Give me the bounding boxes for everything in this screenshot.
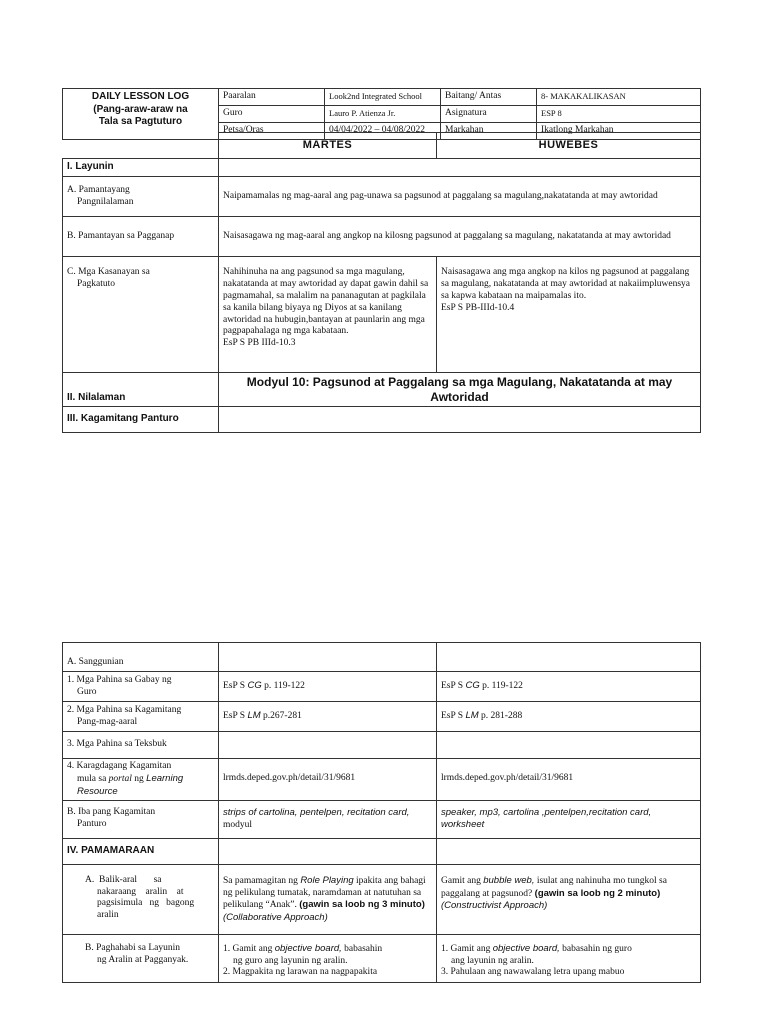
label-pamantayan-pagganap: B. Pamantayan sa Pagganap: [63, 217, 219, 257]
label-gabay-guro: [63, 672, 219, 702]
balik-martes-a: Sa pamamagitan ng: [223, 875, 298, 886]
lesson-log-page2-table: [62, 642, 701, 983]
kagamitang-martes-pages: p.267-281: [263, 711, 302, 722]
lesson-log-main-table: [62, 132, 701, 433]
karagdagan-martes: lrmds.deped.gov.ph/detail/31/9681: [219, 759, 437, 801]
label-balik-line1: A. Balik-aral sa: [85, 874, 162, 885]
gabay-huwebes-pages: p. 119-122: [482, 681, 523, 692]
balik-martes: [219, 864, 437, 934]
balik-martes-time: (gawin sa loob ng 3 minuto): [299, 899, 425, 911]
label-pamantayang-line1: A. Pamantayang: [67, 184, 130, 195]
section-nilalaman: II. Nilalaman: [63, 373, 219, 407]
gabay-martes: [219, 672, 437, 702]
kasanayan-huwebes-code: EsP S PB-IIId-10.4: [441, 302, 515, 313]
paghahabi-martes-b: babasahin: [344, 943, 383, 954]
section-kagamitang-panturo: III. Kagamitang Panturo: [63, 407, 219, 433]
label-petsa: Petsa/Oras: [219, 122, 325, 139]
paghahabi-huwebes-line2: ang layunin ng aralin.: [451, 955, 534, 966]
balik-huwebes-approach: (Constructivist Approach): [441, 900, 548, 912]
kasanayan-martes: [219, 257, 437, 373]
value-guro: Lauro P. Atienza Jr.: [325, 105, 441, 122]
iba-martes-modyul: modyul: [223, 819, 253, 830]
gabay-huwebes-cg: CG: [465, 680, 480, 692]
pamamaraan-martes: [219, 838, 437, 864]
label-balik-line2: nakaraang aralin at: [97, 886, 184, 897]
label-paghahabi-line1: B. Paghahabi sa Layunin: [85, 942, 180, 953]
kagamitang-empty: [219, 407, 701, 433]
kagamitang-huwebes: [437, 702, 701, 732]
dll-title-line2: (Pang-araw-araw na: [93, 103, 188, 115]
teksbuk-martes: [219, 732, 437, 759]
gabay-huwebes: [437, 672, 701, 702]
iba-martes-items: strips of cartolina, pentelpen, recitation card,: [223, 806, 410, 818]
iba-huwebes: speaker, mp3, cartolina ,pentelpen,recitation card, worksheet: [437, 800, 701, 838]
label-asignatura: Asignatura: [441, 105, 537, 122]
karagdagan-huwebes: lrmds.deped.gov.ph/detail/31/9681: [437, 759, 701, 801]
dll-title-line3: Tala sa Pagtuturo: [98, 116, 183, 127]
label-gabay-line2: Guro: [77, 686, 97, 697]
paghahabi-huwebes-board: objective board,: [492, 942, 560, 954]
label-karagdagan-line2: [67, 773, 214, 786]
kasanayan-huwebes-text: Naisasagawa ang mga angkop na kilos ng pagsunod at paggalang sa magulang, nakatatanda at may awtoridad at nakaiimpluwensya sa kapwa kabataan na maipamalas ito.: [441, 267, 691, 301]
label-iba-line1: B. Iba pang Kagamitan: [67, 807, 156, 818]
label-sanggunian: A. Sanggunian: [63, 643, 219, 672]
label-kagamitang-mag-aaral: [63, 702, 219, 732]
kasanayan-martes-text: Nahihinuha na ang pagsunod sa mga magulang, nakatatanda at may awtoridad ay dapat gawin dahil sa pagmamahal, sa malalim na pananagutan at pagkilala sa kanila bilang biyaya ng Diyos at sa kanilang awtoridad na hubugin,bantayan at paunlarin ang mga pagpapahalaga ng mga kabataan.: [223, 267, 429, 337]
paghahabi-martes-line3: 2. Magpakita ng larawan na nagpapakita: [223, 967, 378, 978]
value-markahan: Ikatlong Markahan: [537, 122, 701, 139]
paghahabi-huwebes: [437, 934, 701, 982]
teksbuk-huwebes: [437, 732, 701, 759]
gabay-huwebes-a: EsP S: [441, 681, 464, 692]
paghahabi-huwebes-line1: [441, 943, 696, 956]
label-karagdagan-mula: mula sa: [77, 773, 107, 784]
balik-huwebes-a: Gamit ang: [441, 875, 481, 886]
kagamitang-martes-a: EsP S: [223, 711, 246, 722]
day-header-martes: MARTES: [219, 133, 437, 159]
paghahabi-huwebes-a: 1. Gamit ang: [441, 943, 491, 954]
label-kagamitang-line1: 2. Mga Pahina sa Kagamitang: [67, 704, 182, 715]
sanggunian-huwebes: [437, 643, 701, 672]
value-petsa: 04/04/2022 – 04/08/2022: [325, 122, 441, 139]
label-kasanayan-line2: Pagkatuto: [77, 278, 115, 289]
layunin-empty: [219, 159, 701, 177]
pamantayang-text: Naipamamalas ng mag-aaral ang pag-unawa sa pagsunod at paggalang sa magulang,nakatatanda at may awtoridad: [219, 177, 701, 217]
pamamaraan-huwebes: [437, 838, 701, 864]
label-karagdagan-portal: portal: [108, 773, 132, 784]
label-karagdagan-learning: Learning: [146, 772, 184, 784]
value-paaralan: Look2nd Integrated School: [325, 89, 441, 106]
paghahabi-martes-a: 1. Gamit ang: [223, 943, 273, 954]
label-pamantayang-pangnilalaman: [63, 177, 219, 217]
label-balik-line4: aralin: [97, 910, 119, 921]
label-kasanayan-line1: C. Mga Kasanayan sa: [67, 267, 150, 277]
value-baitang: 8- MAKAKALIKASAN: [537, 89, 701, 106]
value-asignatura: ESP 8: [537, 105, 701, 122]
label-karagdagan-ng: ng: [134, 773, 144, 784]
label-karagdagang-kagamitan: [63, 759, 219, 801]
label-pamantayang-line2: Pangnilalaman: [77, 196, 134, 207]
pagganap-text: Naisasagawa ng mag-aaral ang angkop na kilosng pagsunod at paggalang sa magulang, nakatatanda at may awtoridad: [219, 217, 701, 257]
label-paaralan: Paaralan: [219, 89, 325, 106]
balik-martes-b: ipakita ang bahagi ng pelikulang tumatak, naramdaman at natutuhan sa pelikulang “Anak”.: [223, 875, 426, 911]
label-iba-line2: Panturo: [77, 819, 107, 830]
label-teksbuk: 3. Mga Pahina sa Teksbuk: [63, 732, 219, 759]
modul-title-line2: Awtoridad: [430, 389, 489, 404]
gabay-martes-pages: p. 119-122: [264, 681, 305, 692]
gabay-martes-cg: CG: [247, 680, 262, 692]
balik-huwebes-time: (gawin sa loob ng 2 minuto): [534, 887, 661, 899]
kasanayan-huwebes: [437, 257, 701, 373]
dll-title-line1: DAILY LESSON LOG: [91, 91, 190, 102]
label-balik-aral: [63, 864, 219, 934]
balik-huwebes: [437, 864, 701, 934]
label-markahan: Markahan: [441, 122, 537, 139]
paghahabi-huwebes-b: babasahin ng guro: [562, 943, 632, 954]
kagamitang-huwebes-pages: p. 281-288: [481, 711, 523, 722]
label-iba-pang-kagamitan: [63, 800, 219, 838]
label-guro: Guro: [219, 105, 325, 122]
balik-martes-role: Role Playing: [300, 874, 354, 886]
modul-title-line1: Modyul 10: Pagsunod at Paggalang sa mga Magulang, Nakatatanda at may: [246, 375, 673, 390]
label-kagamitang-line2: Pang-mag-aaral: [77, 716, 138, 727]
kagamitang-huwebes-a: EsP S: [441, 711, 464, 722]
sanggunian-martes: [219, 643, 437, 672]
kagamitang-martes: [219, 702, 437, 732]
label-baitang: Baitang/ Antas: [441, 89, 537, 106]
paghahabi-martes-line1: [223, 943, 432, 956]
label-karagdagan-line1: 4. Karagdagang Kagamitan: [67, 761, 172, 771]
section-layunin: I. Layunin: [63, 159, 219, 177]
iba-martes: [219, 800, 437, 838]
balik-huwebes-b: isulat ang nahinuha mo tungkol sa paggalang at pagsunod?: [441, 875, 667, 899]
paghahabi-martes-line2: ng guro ang layunin ng aralin.: [233, 955, 348, 966]
day-header-huwebes: HUWEBES: [437, 133, 701, 159]
label-paghahabi: [63, 934, 219, 982]
label-paghahabi-line2: ng Aralin at Pagganyak.: [97, 954, 189, 965]
paghahabi-huwebes-line3: 3. Pahulaan ang nawawalang letra upang mabuo: [441, 967, 625, 978]
modul-title: [219, 373, 701, 407]
label-balik-line3: pagsisimula ng bagong: [97, 898, 195, 909]
gabay-martes-a: EsP S: [223, 681, 246, 692]
kagamitang-huwebes-lm: LM: [465, 710, 479, 722]
paghahabi-martes-board: objective board,: [274, 942, 342, 954]
kasanayan-martes-code: EsP S PB IIId-10.3: [223, 338, 296, 349]
balik-martes-approach: (Collaborative Approach): [223, 912, 328, 924]
section-pamamaraan: IV. PAMAMARAAN: [63, 838, 219, 864]
blank-corner: [63, 133, 219, 159]
label-kasanayan: [63, 257, 219, 373]
paghahabi-martes: [219, 934, 437, 982]
kagamitang-martes-lm: LM: [247, 710, 261, 722]
label-karagdagan-resource: Resource: [77, 785, 118, 797]
label-gabay-line1: 1. Mga Pahina sa Gabay ng: [67, 674, 172, 685]
balik-huwebes-bubble: bubble web,: [483, 874, 535, 886]
